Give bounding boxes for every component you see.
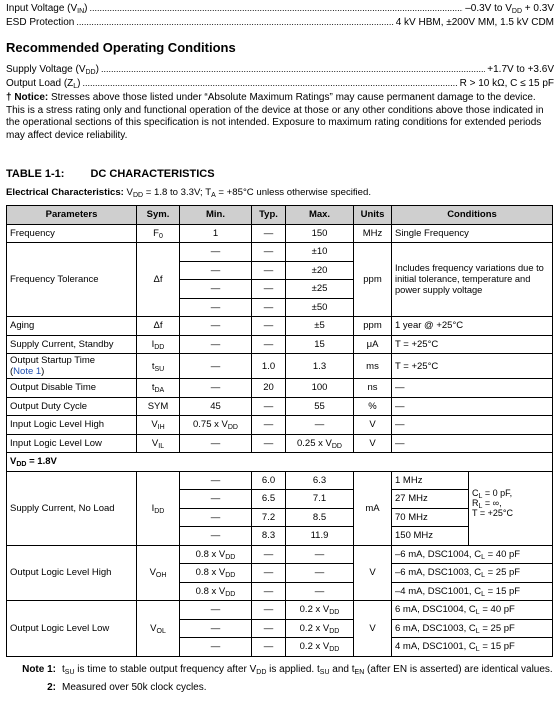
min-cell: —: [180, 354, 252, 379]
typ-cell: —: [252, 335, 286, 354]
col-header: Conditions: [392, 206, 553, 225]
cond-freq: 27 MHz: [392, 490, 468, 509]
typ-cell: —: [252, 564, 286, 583]
min-cell: 0.75 x $V_{DD}$: [180, 416, 252, 435]
max-cell: ±20: [286, 261, 354, 280]
spec-value: +1.7V to +3.6V: [487, 64, 554, 75]
min-cell: —: [180, 298, 252, 317]
typ-cell: —: [252, 601, 286, 620]
notice-paragraph: † Notice: Stresses above those listed under “Absolute Maximum Ratings” may cause permanent damage to the device. This is a stress rating only and functional operation of the device at those or any other conditions above those indicated in the operational sections of this specification is not intended. Exposure to maximum rating conditions for extended periods may affect device reliability.: [6, 92, 544, 141]
cond-cell: –6 mA, DSC1004, $C_L = 40$ pF: [392, 545, 553, 564]
table-row-vih: [7, 416, 553, 435]
max-cell: 1.3: [286, 354, 354, 379]
sym-cell: Δf: [137, 243, 180, 317]
sym-cell: $F_0$: [137, 224, 180, 243]
sym-cell: $t_{DA}$: [137, 379, 180, 398]
min-cell: —: [180, 527, 252, 546]
sym-cell: $V_{OH}$: [137, 545, 180, 601]
param-cell: Input Logic Level High: [7, 416, 137, 435]
units-cell: mA: [354, 471, 392, 545]
units-cell: V: [354, 434, 392, 453]
units-cell: ms: [354, 354, 392, 379]
dc-characteristics-table: [6, 205, 553, 657]
dot-leader: [76, 16, 393, 29]
units-cell: ppm: [354, 317, 392, 336]
max-cell: ±5: [286, 317, 354, 336]
typ-cell: —: [252, 317, 286, 336]
typ-cell: —: [252, 397, 286, 416]
cond-cell: 6 mA, DSC1003, $C_L = 25$ pF: [392, 619, 553, 638]
table-header-row: [7, 206, 553, 225]
param-cell: Frequency Tolerance: [7, 243, 137, 317]
table-row-aging: [7, 317, 553, 336]
table-row-startup: [7, 354, 553, 379]
note-2: 2: Measured over 50k clock cycles.: [47, 682, 207, 693]
max-cell: 55: [286, 397, 354, 416]
dot-leader: [83, 77, 458, 90]
typ-cell: 7.2: [252, 508, 286, 527]
table-row-standby: [7, 335, 553, 354]
col-header: Sym.: [137, 206, 180, 225]
max-cell: 8.5: [286, 508, 354, 527]
spec-line-input-voltage: [6, 2, 554, 15]
param-cell: Output Logic Level Low: [7, 601, 137, 657]
min-cell: —: [180, 601, 252, 620]
table-row-noload: [7, 471, 553, 490]
min-cell: 1: [180, 224, 252, 243]
param-cell: Aging: [7, 317, 137, 336]
typ-cell: —: [252, 434, 286, 453]
param-cell: Output Disable Time: [7, 379, 137, 398]
min-cell: 45: [180, 397, 252, 416]
spec-value: R > 10 kΩ, C ≤ 15 pF: [459, 78, 554, 89]
max-cell: 0.2 x $V_{DD}$: [286, 638, 354, 657]
units-cell: MHz: [354, 224, 392, 243]
units-cell: ppm: [354, 243, 392, 317]
max-cell: 0.2 x $V_{DD}$: [286, 601, 354, 620]
cond-load-spec: $C_L = 0$ pF, $R_L$ = ∞, T = +25°C: [472, 487, 513, 518]
min-cell: —: [180, 379, 252, 398]
note-1-link[interactable]: Note 1: [13, 366, 42, 377]
min-cell: —: [180, 335, 252, 354]
max-cell: 150: [286, 224, 354, 243]
units-cell: %: [354, 397, 392, 416]
min-cell: —: [180, 317, 252, 336]
max-cell: ±25: [286, 280, 354, 299]
param-cell: Output Startup Time (Note 1): [7, 354, 137, 379]
spec-line-supply-voltage: [6, 63, 554, 76]
max-cell: 6.3: [286, 471, 354, 490]
dot-leader: [101, 63, 485, 76]
cond-freq: 70 MHz: [392, 509, 468, 528]
cond-cell: —: [392, 397, 553, 416]
min-cell: 0.8 x $V_{DD}$: [180, 582, 252, 601]
electrical-characteristics-line: Electrical Characteristics: $V_{DD} = 1.8$ to 3.3V; $T_A = +85^\circ C$ unless otherwise specified.: [6, 187, 372, 199]
min-cell: —: [180, 638, 252, 657]
typ-cell: —: [252, 243, 286, 262]
typ-cell: 6.0: [252, 471, 286, 490]
min-cell: —: [180, 508, 252, 527]
sym-cell: $V_{IH}$: [137, 416, 180, 435]
max-cell: —: [286, 545, 354, 564]
cond-cell: —: [392, 379, 553, 398]
sym-cell: $V_{IL}$: [137, 434, 180, 453]
cond-cell-noload: [392, 471, 553, 545]
param-cell: Output Logic Level High: [7, 545, 137, 601]
max-cell: 11.9: [286, 527, 354, 546]
max-cell: 7.1: [286, 490, 354, 509]
table-notes: [6, 664, 554, 694]
sym-cell: Δf: [137, 317, 180, 336]
max-cell: 100: [286, 379, 354, 398]
max-cell: 15: [286, 335, 354, 354]
max-cell: 0.25 x $V_{DD}$: [286, 434, 354, 453]
param-cell: Output Duty Cycle: [7, 397, 137, 416]
min-cell: —: [180, 261, 252, 280]
min-cell: 0.8 x $V_{DD}$: [180, 564, 252, 583]
param-cell: Supply Current, No Load: [7, 471, 137, 545]
cond-cell: —: [392, 434, 553, 453]
cond-freq: 1 MHz: [392, 472, 468, 491]
typ-cell: 6.5: [252, 490, 286, 509]
sym-cell: $I_{DD}$: [137, 335, 180, 354]
units-cell: V: [354, 416, 392, 435]
cond-cell: Single Frequency: [392, 224, 553, 243]
typ-cell: —: [252, 619, 286, 638]
spec-label: Output Load $(Z_L)$: [6, 78, 81, 90]
spec-label: ESD Protection: [6, 17, 75, 28]
typ-cell: —: [252, 638, 286, 657]
sym-cell: $t_{SU}$: [137, 354, 180, 379]
max-cell: ±50: [286, 298, 354, 317]
max-cell: —: [286, 564, 354, 583]
max-cell: ±10: [286, 243, 354, 262]
cond-freq: 150 MHz: [395, 530, 434, 541]
typ-cell: 8.3: [252, 527, 286, 546]
units-cell: V: [354, 545, 392, 601]
section-heading: Recommended Operating Conditions: [6, 40, 236, 55]
min-cell: —: [180, 434, 252, 453]
sym-cell: $V_{OL}$: [137, 601, 180, 657]
spec-label: Input Voltage $(V_{IN})$: [6, 3, 88, 15]
typ-cell: —: [252, 545, 286, 564]
cond-cell: 4 mA, DSC1001, $C_L = 15$ pF: [392, 638, 553, 657]
table-row-frequency: [7, 224, 553, 243]
table-row-tolerance: [7, 243, 553, 262]
typ-cell: —: [252, 224, 286, 243]
section-label: $V_{DD} = 1.8V$: [7, 453, 553, 472]
note-1: Note 1: $t_{SU}$ is time to stable output frequency after $V_{DD}$ is applied. $t_{SU}$ and $t_{EN}$ (after EN is asserted) are identical values.: [22, 664, 553, 676]
min-cell: —: [180, 490, 252, 509]
units-cell: V: [354, 601, 392, 657]
col-header: Min.: [180, 206, 252, 225]
typ-cell: —: [252, 280, 286, 299]
cond-cell: –4 mA, DSC1001, $C_L = 15$ pF: [392, 582, 553, 601]
spec-line-output-load: [6, 77, 554, 90]
units-cell: ns: [354, 379, 392, 398]
table-row-vol: [7, 601, 553, 620]
col-header: Units: [354, 206, 392, 225]
min-cell: —: [180, 619, 252, 638]
units-cell: μA: [354, 335, 392, 354]
spec-line-esd: [6, 16, 554, 29]
max-cell: —: [286, 582, 354, 601]
typ-cell: —: [252, 416, 286, 435]
typ-cell: 1.0: [252, 354, 286, 379]
cond-cell: –6 mA, DSC1003, $C_L = 25$ pF: [392, 564, 553, 583]
typ-cell: —: [252, 261, 286, 280]
table-row-vil: [7, 434, 553, 453]
typ-cell: —: [252, 298, 286, 317]
min-cell: —: [180, 243, 252, 262]
cond-cell: —: [392, 416, 553, 435]
section-row-vdd: [7, 453, 553, 472]
cond-cell: T = +25°C: [392, 354, 553, 379]
col-header: Typ.: [252, 206, 286, 225]
typ-cell: 20: [252, 379, 286, 398]
cond-cell: 6 mA, DSC1004, $C_L = 40$ pF: [392, 601, 553, 620]
max-cell: 0.2 x $V_{DD}$: [286, 619, 354, 638]
col-header: Max.: [286, 206, 354, 225]
min-cell: 0.8 x $V_{DD}$: [180, 545, 252, 564]
cond-cell: 1 year @ +25°C: [392, 317, 553, 336]
param-cell: Input Logic Level Low: [7, 434, 137, 453]
param-cell: Supply Current, Standby: [7, 335, 137, 354]
table-title: TABLE 1-1: DC CHARACTERISTICS: [6, 168, 215, 180]
typ-cell: —: [252, 582, 286, 601]
spec-label: Supply Voltage $(V_{DD})$: [6, 64, 99, 76]
sym-cell: SYM: [137, 397, 180, 416]
dot-leader: [90, 2, 464, 15]
table-row-voh: [7, 545, 553, 564]
table-row-duty: [7, 397, 553, 416]
table-row-disable: [7, 379, 553, 398]
sym-cell: $I_{DD}$: [137, 471, 180, 545]
param-cell: Frequency: [7, 224, 137, 243]
max-cell: —: [286, 416, 354, 435]
spec-value: –0.3V to $V_{DD} + 0.3V$: [465, 3, 554, 15]
min-cell: —: [180, 280, 252, 299]
spec-value: 4 kV HBM, ±200V MM, 1.5 kV CDM: [395, 17, 554, 28]
cond-cell: Includes frequency variations due to initial tolerance, temperature and power supply voltage: [392, 243, 553, 317]
min-cell: —: [180, 471, 252, 490]
cond-cell: T = +25°C: [392, 335, 553, 354]
col-header: Parameters: [7, 206, 137, 225]
